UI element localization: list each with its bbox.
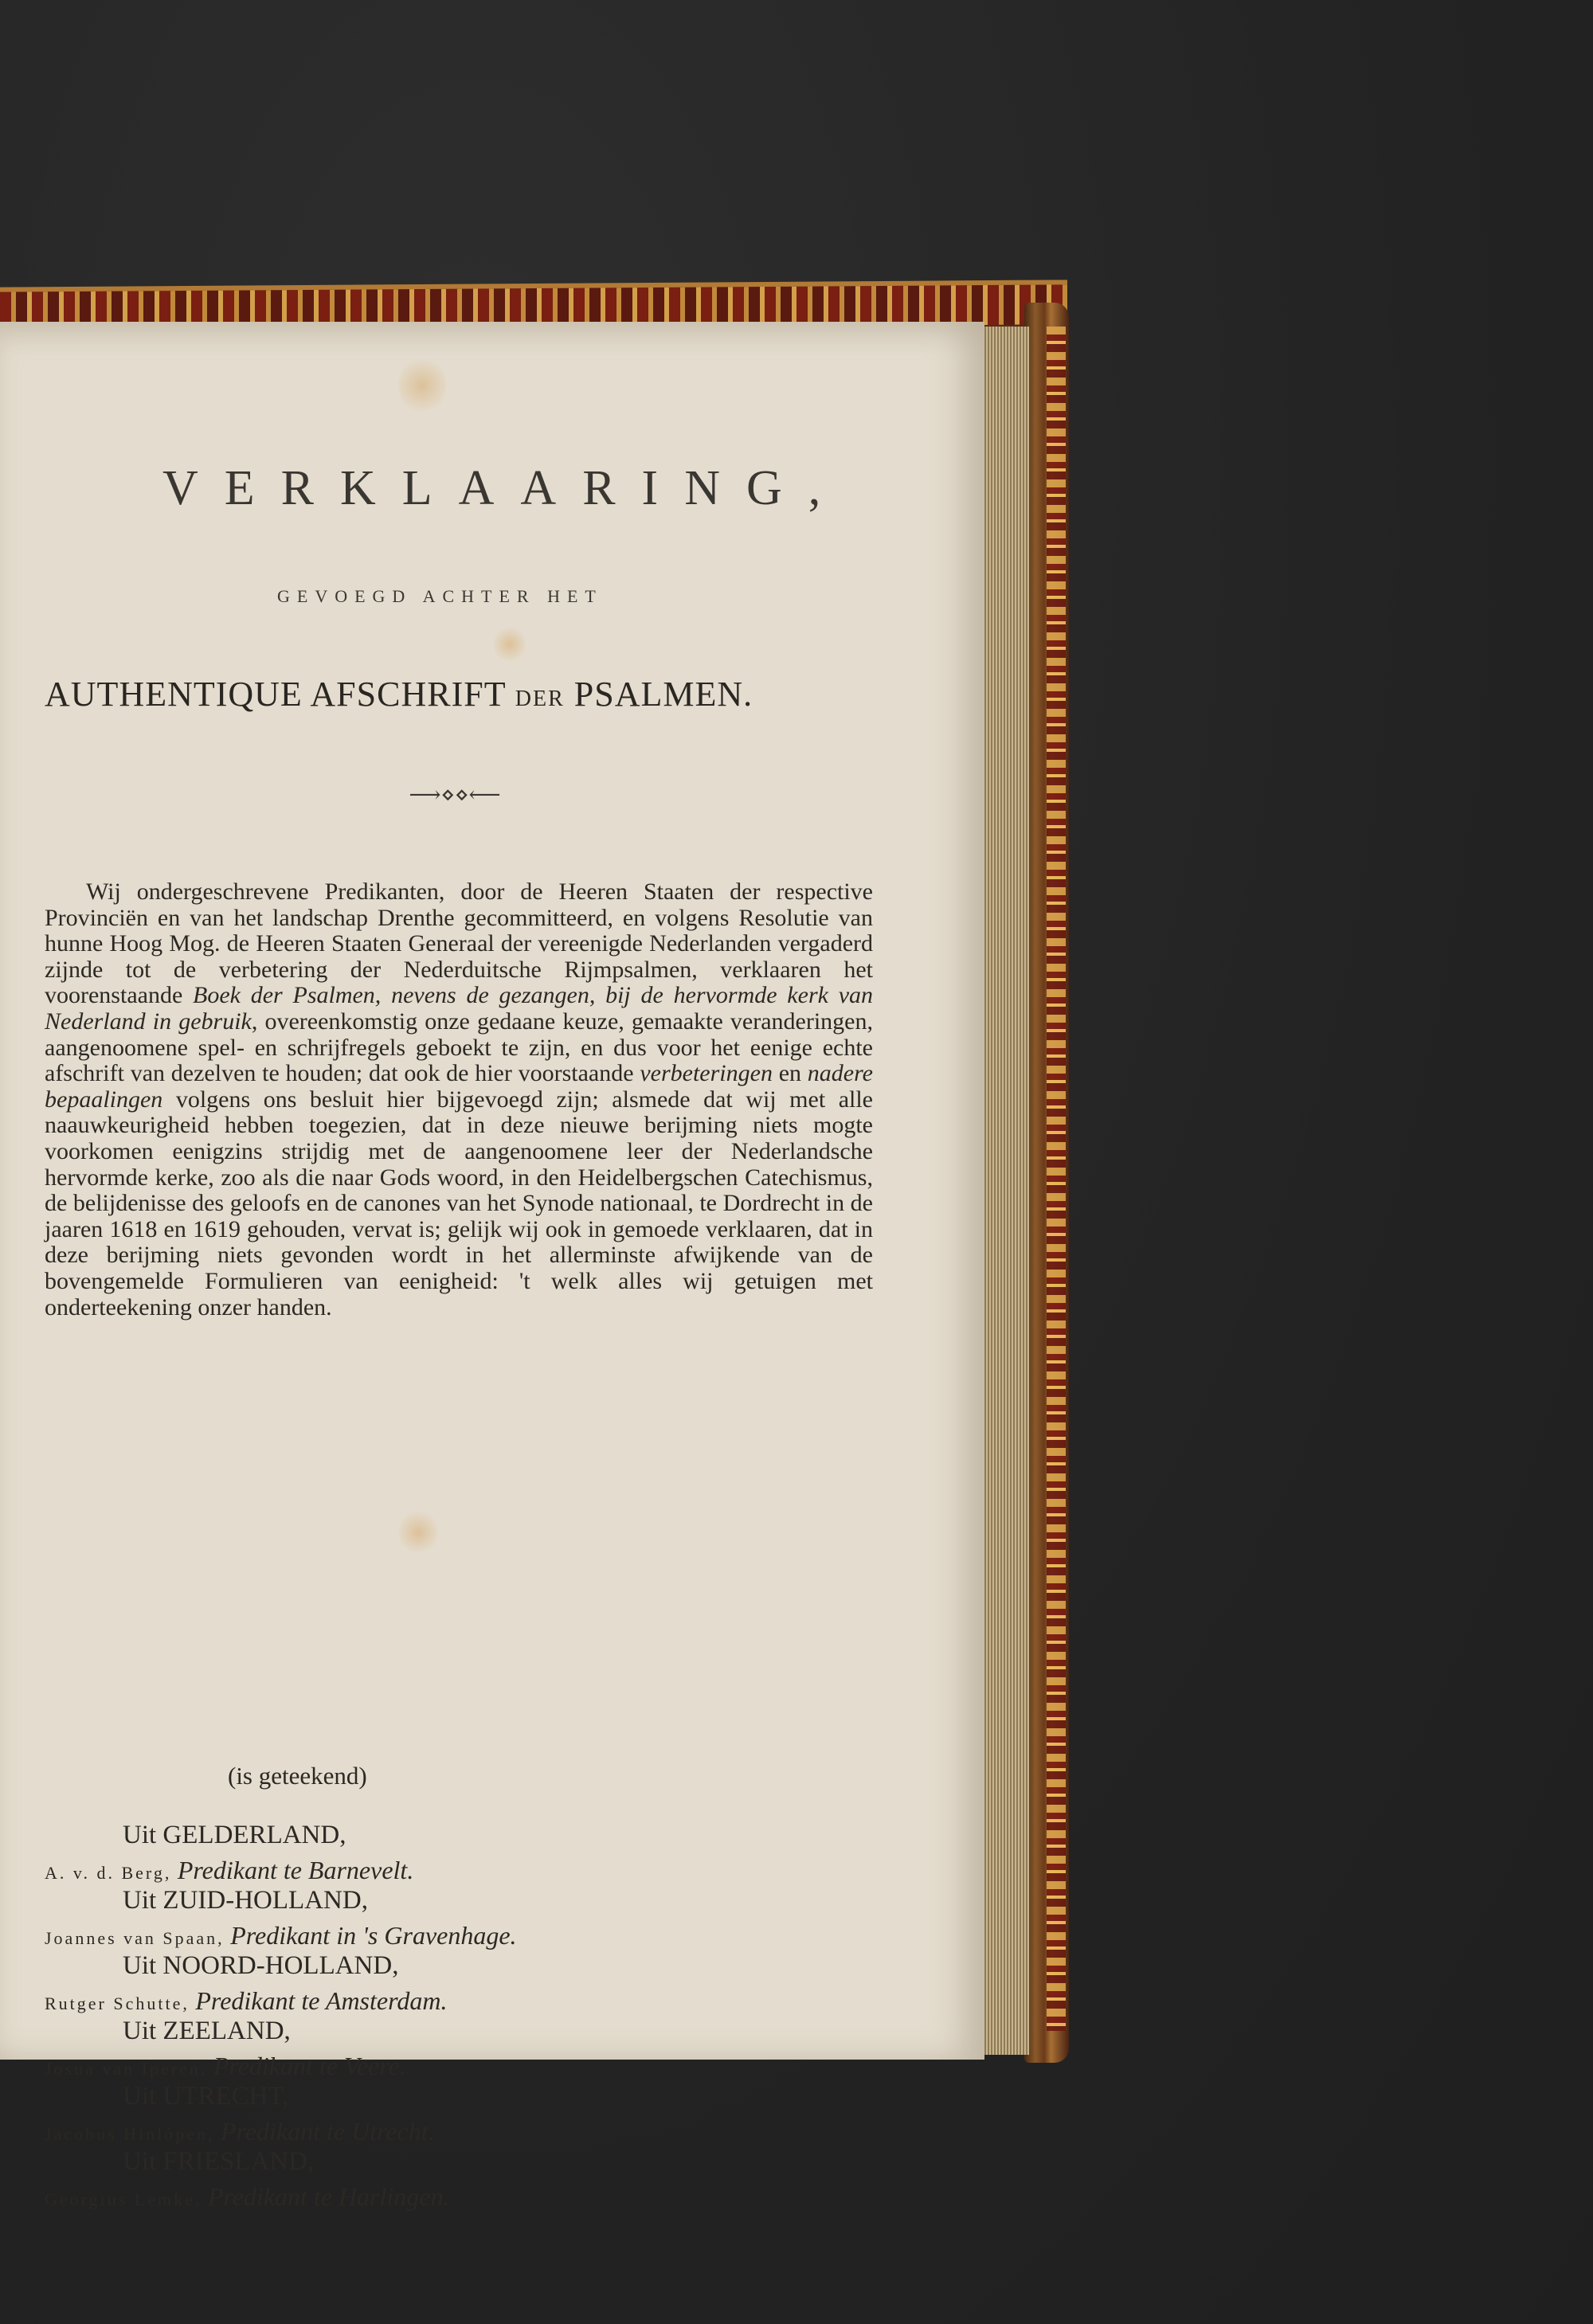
signer-role: Predikant te Veere. (213, 2052, 406, 2080)
body-text-segment: en (772, 1060, 808, 1087)
signature-signer (45, 2182, 449, 2212)
signature-signer (45, 2052, 406, 2081)
signer-role: Predikant te Utrecht. (221, 2117, 435, 2146)
body-text-segment: , overeenkomstig onze gedaane keuze, gemaakte veranderingen, aangenoomene spel- en schrijfregels geboekt te zijn, en dus voor het eenige echte afschrift van dezelven te houden; dat ook de hier voorstaande (45, 1007, 873, 1087)
body-italic-segment: nadere bepaalingen (45, 1060, 873, 1113)
page-stain (398, 354, 446, 417)
signed-note: (is geteekend) (228, 1762, 367, 1790)
gilt-pattern (1047, 327, 1066, 2031)
page-stain (398, 1508, 438, 1556)
signature-signer (45, 1856, 413, 1885)
signer-name: A. v. d. Berg, (45, 1863, 172, 1883)
body-text-segment: volgens ons besluit hier bijgevoegd zijn; alsmede dat wij met alle naauwkeurigheid hebben toegezien, dat in deze nieuwe berijming niets mogte voorkomen eenigzins strijdig met de aangenoomene leer der Nederlandsche hervormde kerke, zoo als die naar Gods woord, in den Heidelbergschen Catechismus, de belijdenisse des geloofs en de canones van het Synode nationaal, te Dordrecht in de jaaren 1618 en 1619 gehouden, vervat is; gelijk wij ook in gemoede verklaaren, dat in deze berijming niets gevonden wordt in het allerminste afwijkende van de bovengemelde Formulieren van eenigheid: 't welk alles wij getuigen met onderteekening onzer handen. (45, 1086, 873, 1320)
signer-role: Predikant te Amsterdam. (195, 1986, 448, 2015)
section-heading (45, 674, 841, 714)
signature-province: Uit GELDERLAND, (123, 1821, 346, 1849)
signature-province: Uit ZUID-HOLLAND, (123, 1886, 368, 1915)
book-spine-edge (1024, 303, 1069, 2063)
signature-signer (45, 2117, 435, 2146)
heading-small: DER (515, 687, 565, 711)
signature-signer (45, 1921, 517, 1950)
signature-province: Uit UTRECHT, (123, 2082, 289, 2111)
signature-province: Uit ZEELAND, (123, 2017, 291, 2045)
signer-name: Georgius Lemke, (45, 2189, 202, 2209)
heading-part: PSALMEN. (564, 675, 753, 714)
signature-province: Uit FRIESLAND, (123, 2147, 315, 2176)
signer-name: Josua van Iperen, (45, 2059, 208, 2079)
signer-role: Predikant te Harlingen. (207, 2182, 450, 2211)
signer-name: Jacobus Hinlópen, (45, 2124, 215, 2144)
signer-name: Rutger Schutte, (45, 1993, 190, 2013)
ornament-divider: ⟶⋄⋄⟵ (409, 783, 501, 808)
signature-province: Uit NOORD-HOLLAND, (123, 1951, 399, 1980)
heading-part: AUTHENTIQUE AFSCHRIFT (45, 675, 515, 714)
signer-role: Predikant te Barnevelt. (177, 1856, 414, 1884)
body-italic-segment: verbeteringen (640, 1060, 773, 1087)
signer-role: Predikant in 's Gravenhage. (230, 1921, 517, 1950)
page-stack (980, 327, 1029, 2055)
book-page (0, 322, 984, 2211)
page-title: VERKLAARING, (162, 461, 847, 515)
body-italic-segment: Boek der Psalmen, nevens de gezangen, bij de hervormde kerk van Nederland in gebruik (45, 982, 874, 1035)
declaration-paragraph (45, 879, 873, 1320)
body-text-segment: Wij ondergeschrevene Predikanten, door de Heeren Staaten der respective Provinciën en van het landschap Drenthe gecommitteerd, en volgens Resolutie van hunne Hoog Mog. de Heeren Staaten Generaal der vereenigde Nederlanden vergaderd zijnde tot de verbetering der Nederduitsche Rijmpsalmen, verklaaren het voorenstaande (45, 878, 873, 1009)
signature-signer (45, 1986, 447, 2016)
signer-name: Joannes van Spaan, (45, 1928, 225, 1948)
page-subtitle: GEVOEGD ACHTER HET (277, 586, 603, 606)
page-stain (494, 624, 526, 664)
